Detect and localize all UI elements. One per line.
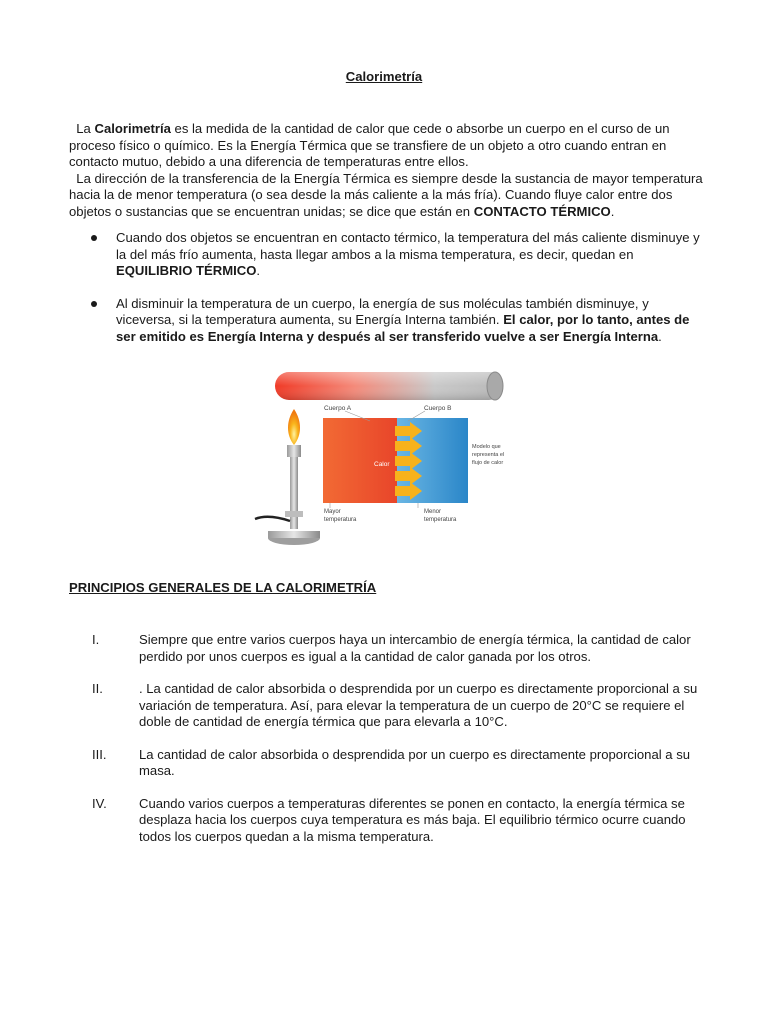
bullet-1-bold: EQUILIBRIO TÉRMICO xyxy=(116,263,257,278)
label-higher-1: Mayor xyxy=(324,509,341,515)
bullet-list xyxy=(69,230,709,361)
bullet-2-text: Al disminuir la temperatura de un cuerpo, la energía de sus moléculas también disminuye, y viceversa, si la temperatura aumenta, su Energía Interna también. xyxy=(116,295,649,327)
section-title: PRINCIPIOS GENERALES DE LA CALORIMETRÍA xyxy=(69,580,377,595)
document-title: Calorimetría xyxy=(345,69,423,84)
heated-pipe xyxy=(275,372,503,400)
bullet-1-text: Cuando dos objetos se encuentran en contacto térmico, la temperatura del más caliente disminuye y la del más frío aumenta, hasta llegar ambos a la misma temperatura, es decir, quedan en xyxy=(116,230,700,262)
intro-paragraph-1 xyxy=(69,121,709,171)
bullet-2-bold: El calor, por lo tanto, antes de ser emitido es Energía Interna y después al ser transferido vuelve a ser Energía Interna xyxy=(116,312,690,344)
bullet-icon xyxy=(91,301,97,307)
label-model-3: flujo de calor xyxy=(472,460,504,466)
label-higher-2: temperatura xyxy=(324,517,357,523)
label-body-a: Cuerpo A xyxy=(324,405,352,412)
bullet-icon xyxy=(91,235,97,241)
intro-p1-term: Calorimetría xyxy=(94,121,171,136)
flame-icon xyxy=(288,409,300,445)
heat-transfer-diagram xyxy=(250,365,515,550)
heat-flow-arrows xyxy=(395,422,422,500)
principle-text: La cantidad de calor absorbida o desprendida por un cuerpo es directamente proporcional a su masa. xyxy=(139,746,691,778)
intro-p2-term: CONTACTO TÉRMICO xyxy=(473,203,611,219)
intro-p2-text: La dirección de la transferencia de la Energía Térmica es siempre desde la sustancia de mayor temperatura hacia la de menor temperatura (o sea desde la más caliente a la más fría). Cuando fluye calor entre dos objetos o sustancias que se encuentran unidas; se dice que están en xyxy=(69,170,707,219)
intro-section xyxy=(69,121,709,220)
intro-p1-text: es la medida de la cantidad de calor que cede o absorbe un cuerpo en el curso de un proceso físico o químico. Es la Energía Térmica que se transfiere de un objeto a otro cuando entran en contacto mutuo, debido a una diferencia de temperaturas entre ellos. xyxy=(69,121,670,169)
label-heat: Calor xyxy=(374,461,390,468)
bunsen-burner xyxy=(255,409,320,545)
bullet-1-end: . xyxy=(256,263,261,278)
label-model-2: representa el xyxy=(472,452,505,458)
principle-item-1 xyxy=(69,632,709,665)
principle-text: . La cantidad de calor absorbida o desprendida por un cuerpo es directamente proporcional a su variación de temperatura. Así, para elevar la temperatura de un cuerpo de 20°C se requiere el doble de cantidad de energía térmica que para elevarla a 10°C. xyxy=(139,681,698,729)
label-model-1: Modelo que xyxy=(472,444,501,450)
principle-item-2 xyxy=(69,681,709,731)
bullet-2-end: . xyxy=(658,328,662,344)
principles-list xyxy=(69,632,709,861)
bullet-item-2 xyxy=(69,296,709,346)
principle-number: IV. xyxy=(92,795,107,811)
heat-transfer-figure xyxy=(250,365,515,550)
bullet-item-1 xyxy=(69,230,709,280)
principle-text: Siempre que entre varios cuerpos haya un intercambio de energía térmica, la cantidad de calor perdido por unos cuerpos es igual a la cantidad de calor ganada por los otros. xyxy=(139,632,691,664)
intro-paragraph-2 xyxy=(69,171,709,221)
label-lower-1: Menor xyxy=(424,509,442,515)
label-lower-2: temperatura xyxy=(424,517,457,523)
gas-hose xyxy=(255,517,290,521)
principle-number: III. xyxy=(92,746,107,762)
principle-text: Cuando varios cuerpos a temperaturas diferentes se ponen en contacto, la energía térmica se desplaza hacia los cuerpos cuya temperatura es más baja. El equilibrio térmico ocurre cuando todos los cuerpos quedan a la misma temperatura. xyxy=(139,795,686,844)
intro-p2-end: . xyxy=(610,203,615,219)
principle-number: I. xyxy=(92,632,100,647)
principle-item-3 xyxy=(69,747,709,780)
principle-number: II. xyxy=(92,681,103,696)
intro-p1-prefix: La xyxy=(69,121,95,136)
label-body-b: Cuerpo B xyxy=(424,405,452,412)
principle-item-4 xyxy=(69,796,709,846)
